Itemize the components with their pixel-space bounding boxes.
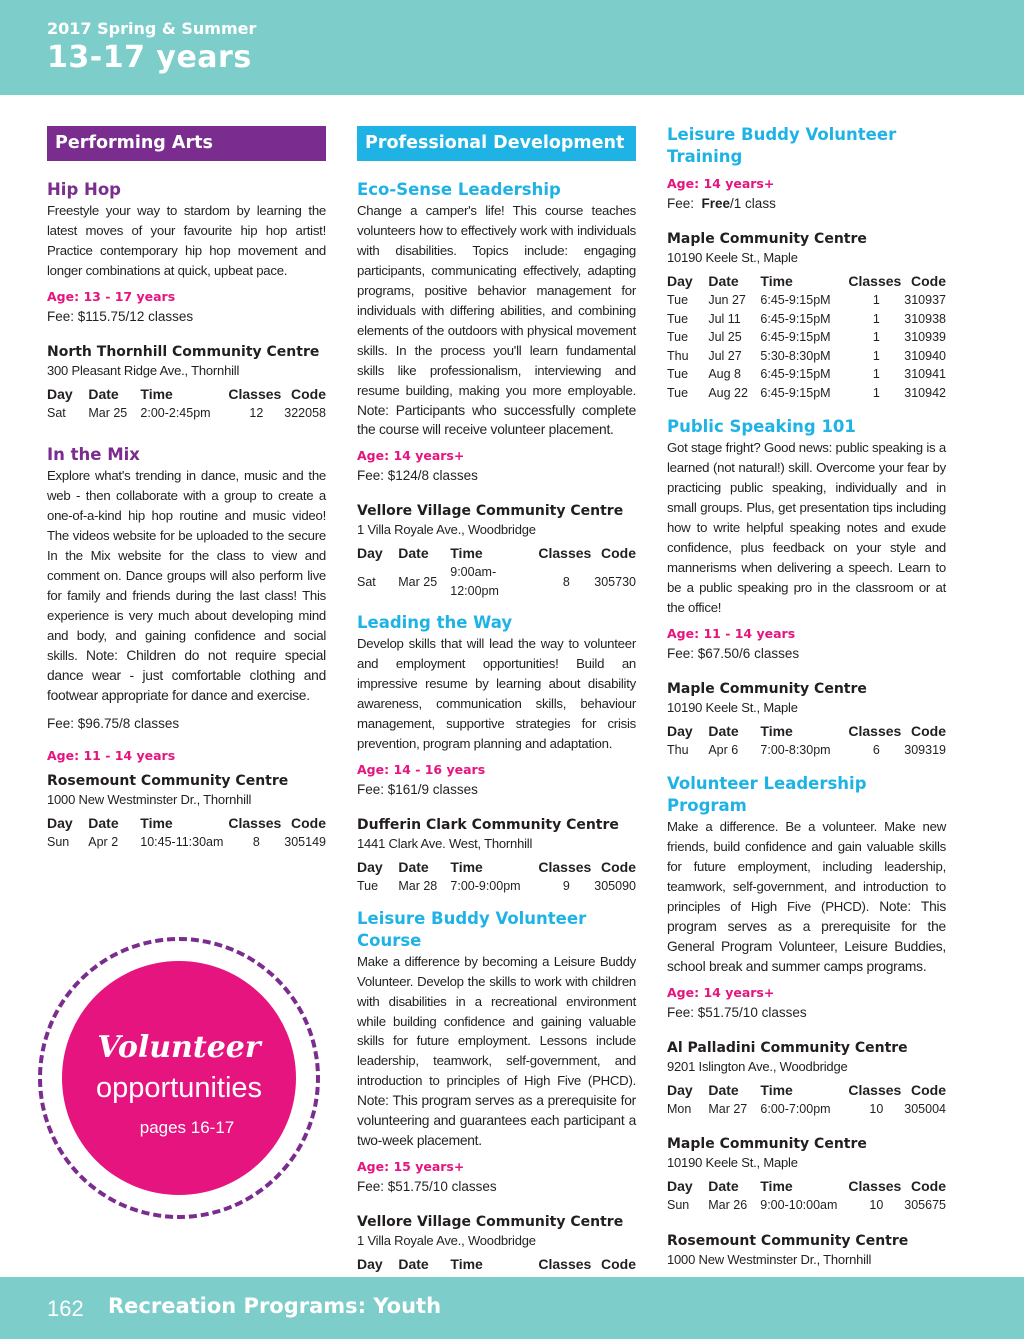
day-cell: Tue xyxy=(667,330,689,344)
time-cell: 6:45-9:15pM xyxy=(760,330,831,344)
table-row xyxy=(47,404,326,423)
location-name: Rosemount Community Centre xyxy=(667,1232,909,1249)
location-name: Maple Community Centre xyxy=(667,231,867,247)
time-cell: 2:00-2:45pm xyxy=(140,405,211,420)
classes-cell: 6 xyxy=(872,742,880,757)
date-cell: Jul 25 xyxy=(708,330,742,344)
location-address: 1 Villa Royale Ave., Woodbridge xyxy=(357,1233,536,1249)
section-heading-professional-development: Professional Development xyxy=(357,126,636,161)
location-address: 10190 Keele St., Maple xyxy=(667,699,798,715)
location-address: 300 Pleasant Ridge Ave., Thornhill xyxy=(47,362,240,378)
column-header: Date xyxy=(398,545,429,562)
code-cell: 310942 xyxy=(904,385,946,400)
date-cell: Mar 25 xyxy=(398,574,438,589)
location-name: Maple Community Centre xyxy=(667,680,867,697)
column-header: Day xyxy=(357,1256,383,1273)
column-header: Day xyxy=(357,859,383,876)
date-cell: Aug 22 xyxy=(708,385,748,400)
location-name: Vellore Village Community Centre xyxy=(357,1214,624,1231)
column-header: Code xyxy=(911,1081,946,1098)
classes-cell: 1 xyxy=(872,330,880,344)
column-header: Code xyxy=(911,1178,946,1195)
program-leading-the-way xyxy=(357,612,636,895)
day-cell: Sun xyxy=(667,1198,690,1213)
schedule-table xyxy=(667,1177,946,1215)
schedule-table xyxy=(667,272,946,402)
program-leisure-buddy-volunteer-course xyxy=(357,908,636,1293)
column-header: Date xyxy=(708,1178,739,1195)
age-requirement: Age: 11 - 14 years xyxy=(667,625,796,641)
column-header: Date xyxy=(88,385,119,402)
program-description xyxy=(667,817,946,977)
location-address: 1 Villa Royale Ave., Woodbridge xyxy=(357,522,536,538)
program-title: Leisure Buddy Volunteer Training xyxy=(667,125,897,166)
column-header: Code xyxy=(601,1256,636,1273)
day-cell: Sun xyxy=(47,834,70,849)
code-cell: 310938 xyxy=(904,311,946,326)
program-description xyxy=(357,952,636,1152)
program-title: Public Speaking 101 xyxy=(667,417,856,436)
volunteer-callout-pages: pages 16-17 xyxy=(139,1118,235,1137)
column-header: Time xyxy=(760,273,793,289)
time-cell: 6:00-7:00pm xyxy=(760,1101,831,1116)
column-header: Date xyxy=(708,273,739,289)
volunteer-callout-title: Volunteer xyxy=(97,1030,261,1065)
schedule-table xyxy=(357,858,636,896)
day-cell: Thu xyxy=(667,348,689,363)
program-title: Leading the Way xyxy=(357,613,513,633)
program-description: Got stage fright? Good news: public speaking is a learned (not natural!) skill. Overcome your fear by practicing public speaking, individually and in small groups. Plus, get presentation tips including how to write helpful speaking notes and exude confidence, plus feedback on your style and mannerisms when delivering a speech. Learn to be a public speaking pro in the classroom or at the office! xyxy=(667,440,946,615)
fee-info: Fee: $51.75/10 classes xyxy=(357,1179,497,1195)
table-row xyxy=(667,741,946,760)
classes-cell: 8 xyxy=(252,834,260,849)
column-header: Day xyxy=(667,273,693,289)
schedule-table xyxy=(47,385,326,423)
column-header: Classes xyxy=(538,859,592,876)
day-cell: Tue xyxy=(667,293,689,307)
third-column xyxy=(667,124,946,1311)
location-name: Al Palladini Community Centre xyxy=(667,1039,908,1056)
program-title: In the Mix xyxy=(47,445,140,465)
time-cell: 7:00-8:30pm xyxy=(760,742,831,757)
program-hip-hop xyxy=(47,179,326,422)
location-address: 1441 Clark Ave. West, Thornhill xyxy=(357,836,533,852)
column-header: Time xyxy=(760,1081,793,1098)
classes-cell: 1 xyxy=(872,367,880,381)
description-text: Make a difference. Be a volunteer. Make new friends, build confidence and gain valuable skills for future employment, including leadership, teamwork, self-government, and introduction to principles of High Five (PHCD). xyxy=(667,819,946,914)
code-cell: 310939 xyxy=(904,330,946,344)
column-header: Date xyxy=(398,1256,429,1273)
column-header: Day xyxy=(357,545,383,562)
table-row xyxy=(357,877,636,896)
table-row xyxy=(667,365,946,384)
code-cell: 305149 xyxy=(284,834,326,849)
code-cell: 310937 xyxy=(904,293,946,307)
table-row xyxy=(667,328,946,347)
program-eco-sense-leadership xyxy=(357,179,636,600)
date-cell: Mar 27 xyxy=(708,1101,748,1116)
age-requirement: Age: 14 years+ xyxy=(667,176,775,191)
time-cell: 6:45-9:15pM xyxy=(760,311,831,326)
description-text: Change a camper's life! This course teaches volunteers how to effectively work with individuals with disabilities. Topics include: engaging participants, communicating effectively, adapting programs, positive behavior management for individuals with differing abilities, and combining elements of the outdoors with physical movement skills. In the process you'll learn fundamental skills like professionalism, interviewing and resume building, making you more employable. xyxy=(357,203,636,398)
program-description xyxy=(47,466,326,705)
day-cell: Mon xyxy=(667,1101,692,1116)
date-cell: Mar 28 xyxy=(398,879,438,894)
classes-cell: 9 xyxy=(562,879,570,894)
season-label: 2017 Spring & Summer xyxy=(47,19,257,38)
day-cell: Sat xyxy=(357,574,376,589)
table-row xyxy=(47,833,326,852)
table-row xyxy=(667,347,946,366)
program-title: Eco-Sense Leadership xyxy=(357,180,561,199)
column-header: Classes xyxy=(538,545,592,562)
column-header: Code xyxy=(601,545,636,562)
day-cell: Sat xyxy=(47,405,66,420)
time-cell: 9:00am-12:00pm xyxy=(450,565,499,598)
location-address: 10190 Keele St., Maple xyxy=(667,250,798,265)
location-name: Maple Community Centre xyxy=(667,1136,867,1153)
location-block xyxy=(667,1134,946,1215)
program-in-the-mix xyxy=(47,444,326,851)
location-address: 1000 New Westminster Dr., Thornhill xyxy=(667,1251,872,1267)
column-header: Classes xyxy=(538,1256,592,1273)
column-header: Day xyxy=(667,722,693,739)
classes-cell: 8 xyxy=(562,574,570,589)
classes-cell: 10 xyxy=(869,1101,884,1116)
column-header: Time xyxy=(450,1256,483,1273)
column-header: Code xyxy=(911,722,946,739)
program-title: Hip Hop xyxy=(47,180,121,199)
description-text: Make a difference by becoming a Leisure Buddy Volunteer. Develop the skills to work with children with disabilities in a recreational environment while building confidence and gaining valuable skills for future employment. Lessons include leadership, teamwork, self-government, and introduction to principles of High Five (PHCD). xyxy=(357,953,636,1089)
age-requirement: Age: 11 - 14 years xyxy=(47,747,176,763)
column-header: Day xyxy=(47,814,73,831)
column-header: Time xyxy=(760,722,793,739)
classes-cell: 10 xyxy=(869,1198,884,1213)
column-header: Date xyxy=(398,859,429,876)
column-header: Time xyxy=(450,545,483,562)
schedule-table xyxy=(47,814,326,852)
fee-info: Fee: $115.75/12 classes xyxy=(47,308,194,324)
program-note: Note: This program serves as a prerequisite for volunteering and guarantees each participant a two-week placement. xyxy=(357,1093,636,1149)
fee-suffix: /1 class xyxy=(730,196,776,211)
column-header: Time xyxy=(450,859,483,876)
program-title: Leisure Buddy Volunteer Course xyxy=(357,908,587,950)
age-requirement: Age: 13 - 17 years xyxy=(47,288,176,304)
time-cell: 9:00-10:00am xyxy=(760,1198,838,1213)
age-requirement: Age: 14 years+ xyxy=(667,984,775,1000)
program-leisure-buddy-volunteer-training xyxy=(667,124,946,402)
day-cell: Tue xyxy=(667,311,689,326)
location-block xyxy=(667,1038,946,1119)
fee-info: Fee: $161/9 classes xyxy=(357,782,478,798)
code-cell: 310940 xyxy=(904,348,946,363)
time-cell: 6:45-9:15pM xyxy=(760,385,831,400)
footer-title: Recreation Programs: Youth xyxy=(108,1294,442,1318)
table-row xyxy=(357,563,636,600)
day-cell: Thu xyxy=(667,742,689,757)
table-row xyxy=(667,384,946,403)
schedule-table xyxy=(667,722,946,760)
column-header: Classes xyxy=(848,1178,902,1195)
schedule-table xyxy=(667,1081,946,1119)
classes-cell: 1 xyxy=(872,348,880,363)
column-header: Date xyxy=(708,722,739,739)
classes-cell: 12 xyxy=(249,405,264,420)
day-cell: Tue xyxy=(667,367,689,381)
time-cell: 7:00-9:00pm xyxy=(450,879,521,894)
date-cell: Mar 25 xyxy=(88,405,128,420)
table-row xyxy=(667,310,946,329)
column-header: Time xyxy=(140,814,173,831)
program-title: Volunteer Leadership Program xyxy=(667,774,867,816)
table-row xyxy=(667,291,946,310)
fee-prefix: Fee: xyxy=(667,196,702,211)
column-header: Date xyxy=(708,1081,739,1098)
column-header: Code xyxy=(291,814,326,831)
date-cell: Apr 6 xyxy=(708,742,739,757)
table-row xyxy=(667,1100,946,1119)
fee-amount: Free xyxy=(701,196,731,211)
location-name: Rosemount Community Centre xyxy=(47,772,289,789)
column-header: Day xyxy=(667,1081,693,1098)
time-cell: 5:30-8:30pM xyxy=(760,348,831,363)
date-cell: Aug 8 xyxy=(708,367,741,381)
column-header: Time xyxy=(760,1178,793,1195)
code-cell: 305004 xyxy=(904,1101,946,1116)
classes-cell: 1 xyxy=(872,311,880,326)
code-cell: 305730 xyxy=(594,574,636,589)
column-header: Classes xyxy=(848,273,902,289)
fee-info: Fee: $124/8 classes xyxy=(357,468,478,484)
schedule-table xyxy=(357,544,636,600)
program-note: Note: Participants who successfully complete the course will receive volunteer placement. xyxy=(357,402,636,438)
column-header: Day xyxy=(667,1178,693,1195)
program-note: Note: This program serves as a prerequisite for the General Program Volunteer, Leisure Buddies, school break and summer camps programs. xyxy=(667,898,946,974)
location-name: Dufferin Clark Community Centre xyxy=(357,817,619,834)
code-cell: 310941 xyxy=(904,367,946,381)
column-header: Date xyxy=(88,814,119,831)
section-heading-performing-arts: Performing Arts xyxy=(47,126,326,161)
program-public-speaking-101 xyxy=(667,416,946,759)
age-requirement: Age: 14 - 16 years xyxy=(357,762,486,778)
page-number: 162 xyxy=(47,1296,84,1321)
day-cell: Tue xyxy=(667,385,689,400)
column-header: Classes xyxy=(848,722,902,739)
column-header: Day xyxy=(47,385,73,402)
column-header: Classes xyxy=(228,814,282,831)
performing-arts-column xyxy=(47,122,326,851)
program-description: Develop skills that will lead the way to volunteer and employment opportunities! Build an impressive resume by learning about disability awareness, communication skills, behaviour management, supportive strategies for crisis prevention, program planning and adaptation. xyxy=(357,636,636,752)
date-cell: Jul 27 xyxy=(708,348,742,363)
fee-info: Fee: $96.75/8 classes xyxy=(47,715,180,731)
time-cell: 6:45-9:15pM xyxy=(760,367,831,381)
professional-development-column xyxy=(357,122,636,1293)
program-description: Freestyle your way to stardom by learning the latest moves of your favourite hip hop artist! Practice contemporary hip hop movement and longer combinations at quick, upbeat pace. xyxy=(47,203,326,278)
fee-info xyxy=(667,194,946,213)
table-row xyxy=(667,1196,946,1215)
column-header: Classes xyxy=(848,1081,902,1098)
date-cell: Mar 26 xyxy=(708,1198,748,1213)
classes-cell: 1 xyxy=(872,385,880,400)
column-header: Code xyxy=(291,385,326,402)
fee-info: Fee: $51.75/10 classes xyxy=(667,1004,807,1020)
time-cell: 6:45-9:15pM xyxy=(760,293,831,307)
fee-info: Fee: $67.50/6 classes xyxy=(667,645,800,661)
date-cell: Jun 27 xyxy=(708,293,746,307)
age-requirement: Age: 14 years+ xyxy=(357,448,465,464)
day-cell: Tue xyxy=(357,879,379,894)
code-cell: 305090 xyxy=(594,879,636,894)
program-description xyxy=(357,201,636,440)
time-cell: 10:45-11:30am xyxy=(140,834,224,849)
column-header: Code xyxy=(911,273,946,289)
program-note: Note: Children do not require special dance wear - just comfortable clothing and footwear appropriate for dance and exercise. xyxy=(47,647,326,703)
code-cell: 305675 xyxy=(904,1198,946,1213)
date-cell: Jul 11 xyxy=(708,311,741,326)
code-cell: 309319 xyxy=(904,742,946,757)
column-header: Classes xyxy=(228,385,282,402)
description-text: Explore what's trending in dance, music and the web - then collaborate with a group to create a one-of-a-kind hip hop routine and music video! The videos website for be uploaded to the secure In the Mix website for the class to view and comment on. Dance groups will also perform live for family and friends during the last class! This experience is very much about developing mind and body, and gaining confidence and social skills. xyxy=(47,468,326,663)
program-volunteer-leadership xyxy=(667,773,946,1311)
location-name: Vellore Village Community Centre xyxy=(357,503,624,520)
age-requirement: Age: 15 years+ xyxy=(357,1159,465,1175)
column-header: Code xyxy=(601,859,636,876)
classes-cell: 1 xyxy=(872,293,880,307)
location-address: 10190 Keele St., Maple xyxy=(667,1155,798,1171)
location-address: 1000 New Westminster Dr., Thornhill xyxy=(47,791,252,807)
location-address: 9201 Islington Ave., Woodbridge xyxy=(667,1058,848,1074)
code-cell: 322058 xyxy=(284,405,326,420)
column-header: Time xyxy=(140,385,173,402)
age-range-title: 13-17 years xyxy=(47,40,252,75)
location-name: North Thornhill Community Centre xyxy=(47,343,320,360)
date-cell: Apr 2 xyxy=(88,834,119,849)
volunteer-callout-subtitle: opportunities xyxy=(95,1072,263,1104)
